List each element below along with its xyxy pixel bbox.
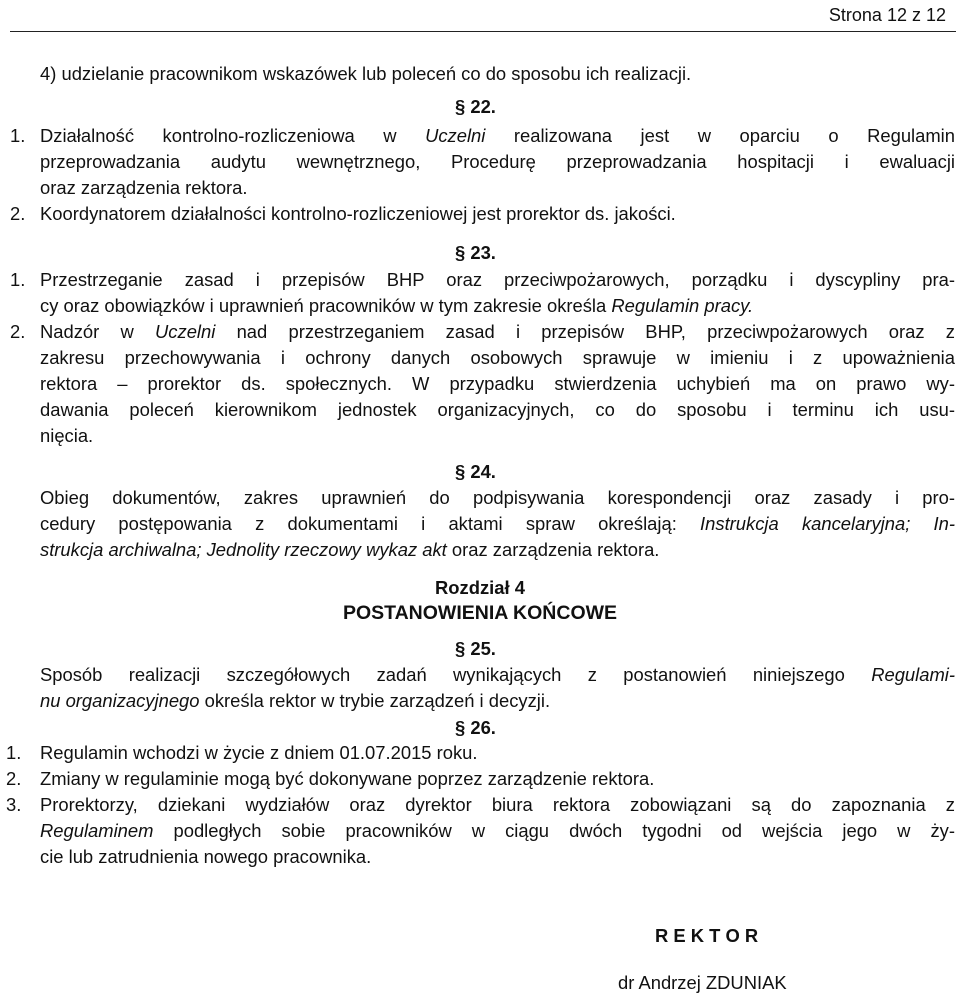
section-22-title: § 22. [455, 96, 496, 117]
s26-item-1: Regulamin wchodzi w życie z dniem 01.07.2015 roku. [40, 742, 478, 763]
s22-item-1-line-1: Działalność kontrolno-rozliczeniowa w Uczelni realizowana jest w oparciu o Regulamin [40, 125, 955, 146]
s23-item-2-line-4: dawania poleceń kierownikom jednostek organizacyjnych, co do sposobu i terminu ich usu- [40, 399, 955, 420]
s26-item-3-line-3: cie lub zatrudnienia nowego pracownika. [40, 846, 372, 867]
s25-line-2: nu organizacyjnego określa rektor w trybie zarządzeń i decyzji. [40, 690, 551, 711]
s23-item-1-number: 1. [10, 269, 26, 290]
s22-item-2-number: 2. [10, 203, 26, 224]
page-number: Strona 12 z 12 [828, 5, 946, 25]
s22-item-1-line-3: oraz zarządzenia rektora. [40, 177, 248, 198]
s23-item-1-line-1: Przestrzeganie zasad i przepisów BHP oraz przeciwpożarowych, porządku i dyscypliny pra- [40, 269, 955, 290]
section-23-title: § 23. [455, 242, 496, 263]
header-rule [10, 31, 956, 32]
s22-item-1-line-2: przeprowadzania audytu wewnętrznego, Procedurę przeprowadzania hospitacji i ewaluacji [40, 151, 955, 172]
section-26-title: § 26. [455, 717, 496, 738]
s24-line-2: cedury postępowania z dokumentami i aktami spraw określają: Instrukcja kancelaryjna; In- [40, 513, 955, 534]
s23-item-2-line-1: Nadzór w Uczelni nad przestrzeganiem zasad i przepisów BHP, przeciwpożarowych oraz z [40, 321, 955, 342]
chapter-number: Rozdział 4 [435, 577, 525, 598]
s23-item-1-line-2: cy oraz obowiązków i uprawnień pracowników w tym zakresie określa Regulamin pracy. [40, 295, 754, 316]
s24-line-1: Obieg dokumentów, zakres uprawnień do podpisywania korespondencji oraz zasady i pro- [40, 487, 955, 508]
s26-item-2-number: 2. [6, 768, 22, 789]
s23-item-2-number: 2. [10, 321, 26, 342]
s22-item-1-number: 1. [10, 125, 26, 146]
s23-item-2-line-3: rektora – prorektor ds. społecznych. W przypadku stwierdzenia uchybień ma on prawo wy- [40, 373, 955, 394]
s25-line-1: Sposób realizacji szczegółowych zadań wynikających z postanowień niniejszego Regulami- [40, 664, 955, 685]
signature-name: dr Andrzej ZDUNIAK [618, 972, 787, 993]
s21-item-4: 4) udzielanie pracownikom wskazówek lub poleceń co do sposobu ich realizacji. [40, 63, 692, 84]
chapter-title: POSTANOWIENIA KOŃCOWE [342, 602, 618, 624]
signature-role: R E K T O R [655, 925, 759, 946]
section-24-title: § 24. [455, 461, 496, 482]
s22-item-2: Koordynatorem działalności kontrolno-rozliczeniowej jest prorektor ds. jakości. [40, 203, 676, 224]
s26-item-2: Zmiany w regulaminie mogą być dokonywane poprzez zarządzenie rektora. [40, 768, 655, 789]
s26-item-1-number: 1. [6, 742, 22, 763]
section-25-title: § 25. [455, 638, 496, 659]
s26-item-3-number: 3. [6, 794, 22, 815]
s26-item-3-line-2: Regulaminem podległych sobie pracowników w ciągu dwóch tygodni od wejścia jego w ży- [40, 820, 955, 841]
s23-item-2-line-2: zakresu przechowywania i ochrony danych osobowych sprawuje w imieniu i z upoważnienia [40, 347, 955, 368]
s26-item-3-line-1: Prorektorzy, dziekani wydziałów oraz dyrektor biura rektora zobowiązani są do zapoznania z [40, 794, 955, 815]
s23-item-2-line-5: nięcia. [40, 425, 94, 446]
s24-line-3: strukcja archiwalna; Jednolity rzeczowy wykaz akt oraz zarządzenia rektora. [40, 539, 660, 560]
page-header [0, 0, 960, 42]
